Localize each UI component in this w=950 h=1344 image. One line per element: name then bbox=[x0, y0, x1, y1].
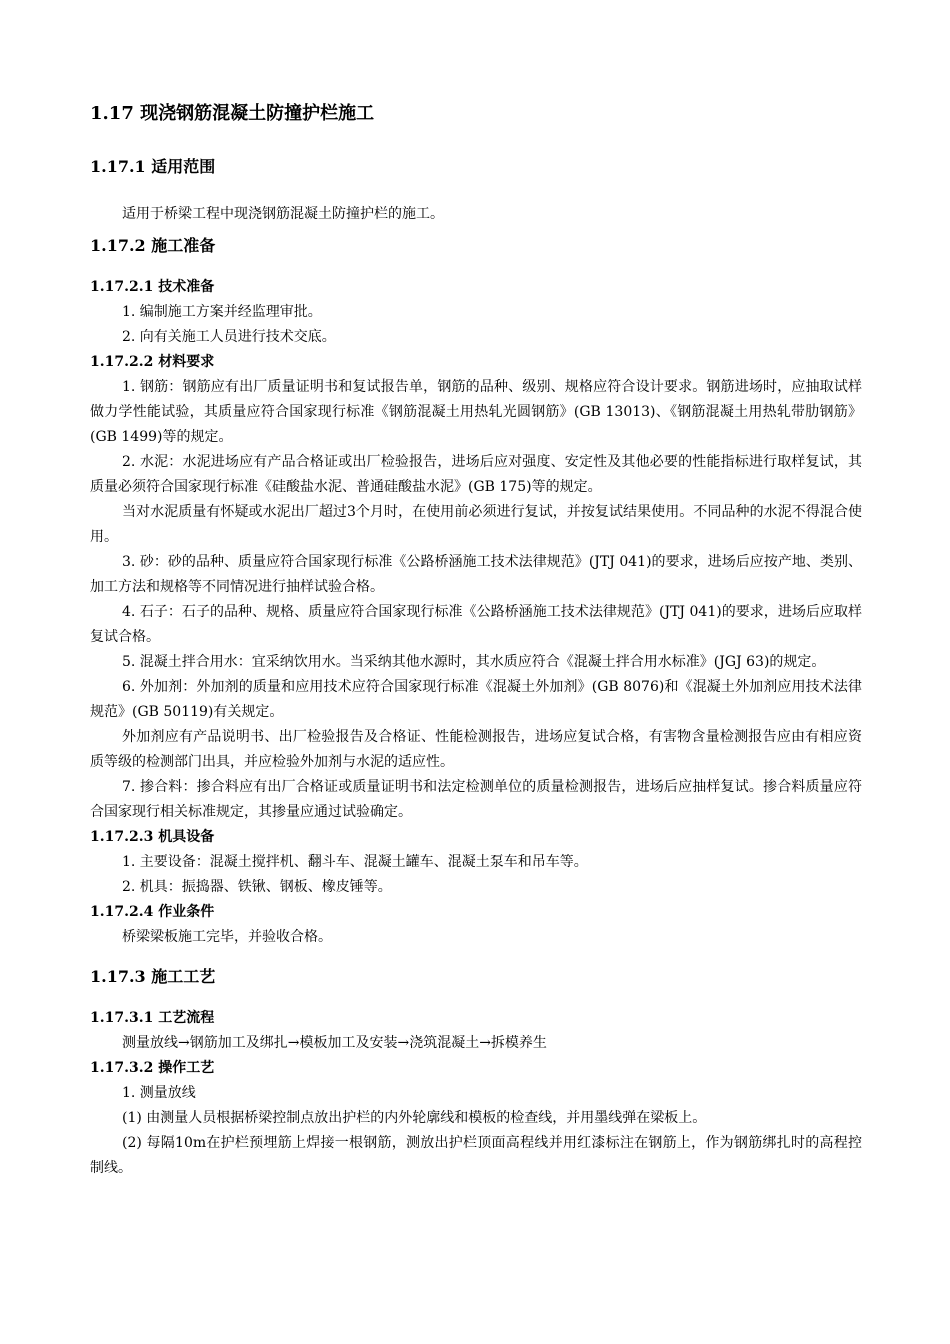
heading-preparation: 1.17.2 施工准备 bbox=[90, 236, 216, 255]
paragraph-flow: 测量放线→钢筋加工及绑扎→模板加工及安装→浇筑混凝土→拆模养生 bbox=[122, 1035, 547, 1051]
heading-tech-prep: 1.17.2.1 技术准备 bbox=[90, 279, 215, 295]
list-item: 1. 钢筋：钢筋应有出厂质量证明书和复试报告单，钢筋的品种、级别、规格应符合设计要求。钢筋进场时，应抽取试样做力学性能试验，其质量应符合国家现行标准《钢筋混凝土用热轧光圆钢筋》(GB 13013)、《钢筋混凝土用热轧带肋钢筋》(GB 1499)等的规定。 bbox=[90, 379, 862, 445]
list-item: (2) 每隔10m在护栏预埋筋上焊接一根钢筋，测放出护栏顶面高程线并用红漆标注在钢筋上，作为钢筋绑扎时的高程控制线。 bbox=[90, 1135, 862, 1176]
paragraph-conditions: 桥梁梁板施工完毕，并验收合格。 bbox=[122, 929, 332, 945]
list-item: (1) 由测量人员根据桥梁控制点放出护栏的内外轮廓线和模板的检查线，并用墨线弹在梁板上。 bbox=[122, 1110, 707, 1126]
section-title: 1.17 现浇钢筋混凝土防撞护栏施工 bbox=[90, 103, 375, 124]
list-item: 4. 石子：石子的品种、规格、质量应符合国家现行标准《公路桥涵施工技术法律规范》(JTJ 041)的要求，进场后应取样复试合格。 bbox=[90, 604, 862, 645]
list-item: 外加剂应有产品说明书、出厂检验报告及合格证、性能检测报告，进场应复试合格，有害物含量检测报告应由有相应资质等级的检测部门出具，并应检验外加剂与水泥的适应性。 bbox=[90, 729, 862, 770]
list-item: 7. 掺合料：掺合料应有出厂合格证或质量证明书和法定检测单位的质量检测报告，进场后应抽样复试。掺合料质量应符合国家现行相关标准规定，其掺量应通过试验确定。 bbox=[90, 779, 862, 820]
heading-operations: 1.17.3.2 操作工艺 bbox=[90, 1060, 215, 1076]
list-item: 5. 混凝土拌合用水：宜采纳饮用水。当采纳其他水源时，其水质应符合《混凝土拌合用水标准》(JGJ 63)的规定。 bbox=[122, 654, 826, 670]
document-body bbox=[90, 100, 862, 1181]
heading-flow: 1.17.3.1 工艺流程 bbox=[90, 1010, 215, 1026]
list-item: 1. 测量放线 bbox=[122, 1085, 196, 1101]
list-item: 当对水泥质量有怀疑或水泥出厂超过3个月时，在使用前必须进行复试，并按复试结果使用。不同品种的水泥不得混合使用。 bbox=[90, 504, 862, 545]
list-item: 2. 机具：振捣器、铁锹、钢板、橡皮锤等。 bbox=[122, 879, 392, 895]
list-item: 3. 砂：砂的品种、质量应符合国家现行标准《公路桥涵施工技术法律规范》(JTJ 041)的要求，进场后应按产地、类别、加工方法和规格等不同情况进行抽样试验合格。 bbox=[90, 554, 862, 595]
list-item: 2. 向有关施工人员进行技术交底。 bbox=[122, 329, 336, 345]
paragraph-scope: 适用于桥梁工程中现浇钢筋混凝土防撞护栏的施工。 bbox=[122, 206, 444, 222]
list-item: 2. 水泥：水泥进场应有产品合格证或出厂检验报告，进场后应对强度、安定性及其他必要的性能指标进行取样复试，其质量必须符合国家现行标准《硅酸盐水泥、普通硅酸盐水泥》(GB 175)等的规定。 bbox=[90, 454, 862, 495]
heading-materials: 1.17.2.2 材料要求 bbox=[90, 354, 215, 370]
heading-scope: 1.17.1 适用范围 bbox=[90, 157, 216, 176]
heading-conditions: 1.17.2.4 作业条件 bbox=[90, 904, 215, 920]
list-item: 1. 编制施工方案并经监理审批。 bbox=[122, 304, 322, 320]
heading-process: 1.17.3 施工工艺 bbox=[90, 967, 216, 986]
heading-equipment: 1.17.2.3 机具设备 bbox=[90, 829, 215, 845]
list-item: 6. 外加剂：外加剂的质量和应用技术应符合国家现行标准《混凝土外加剂》(GB 8076)和《混凝土外加剂应用技术法律规范》(GB 50119)有关规定。 bbox=[90, 679, 862, 720]
list-item: 1. 主要设备：混凝土搅拌机、翻斗车、混凝土罐车、混凝土泵车和吊车等。 bbox=[122, 854, 588, 870]
